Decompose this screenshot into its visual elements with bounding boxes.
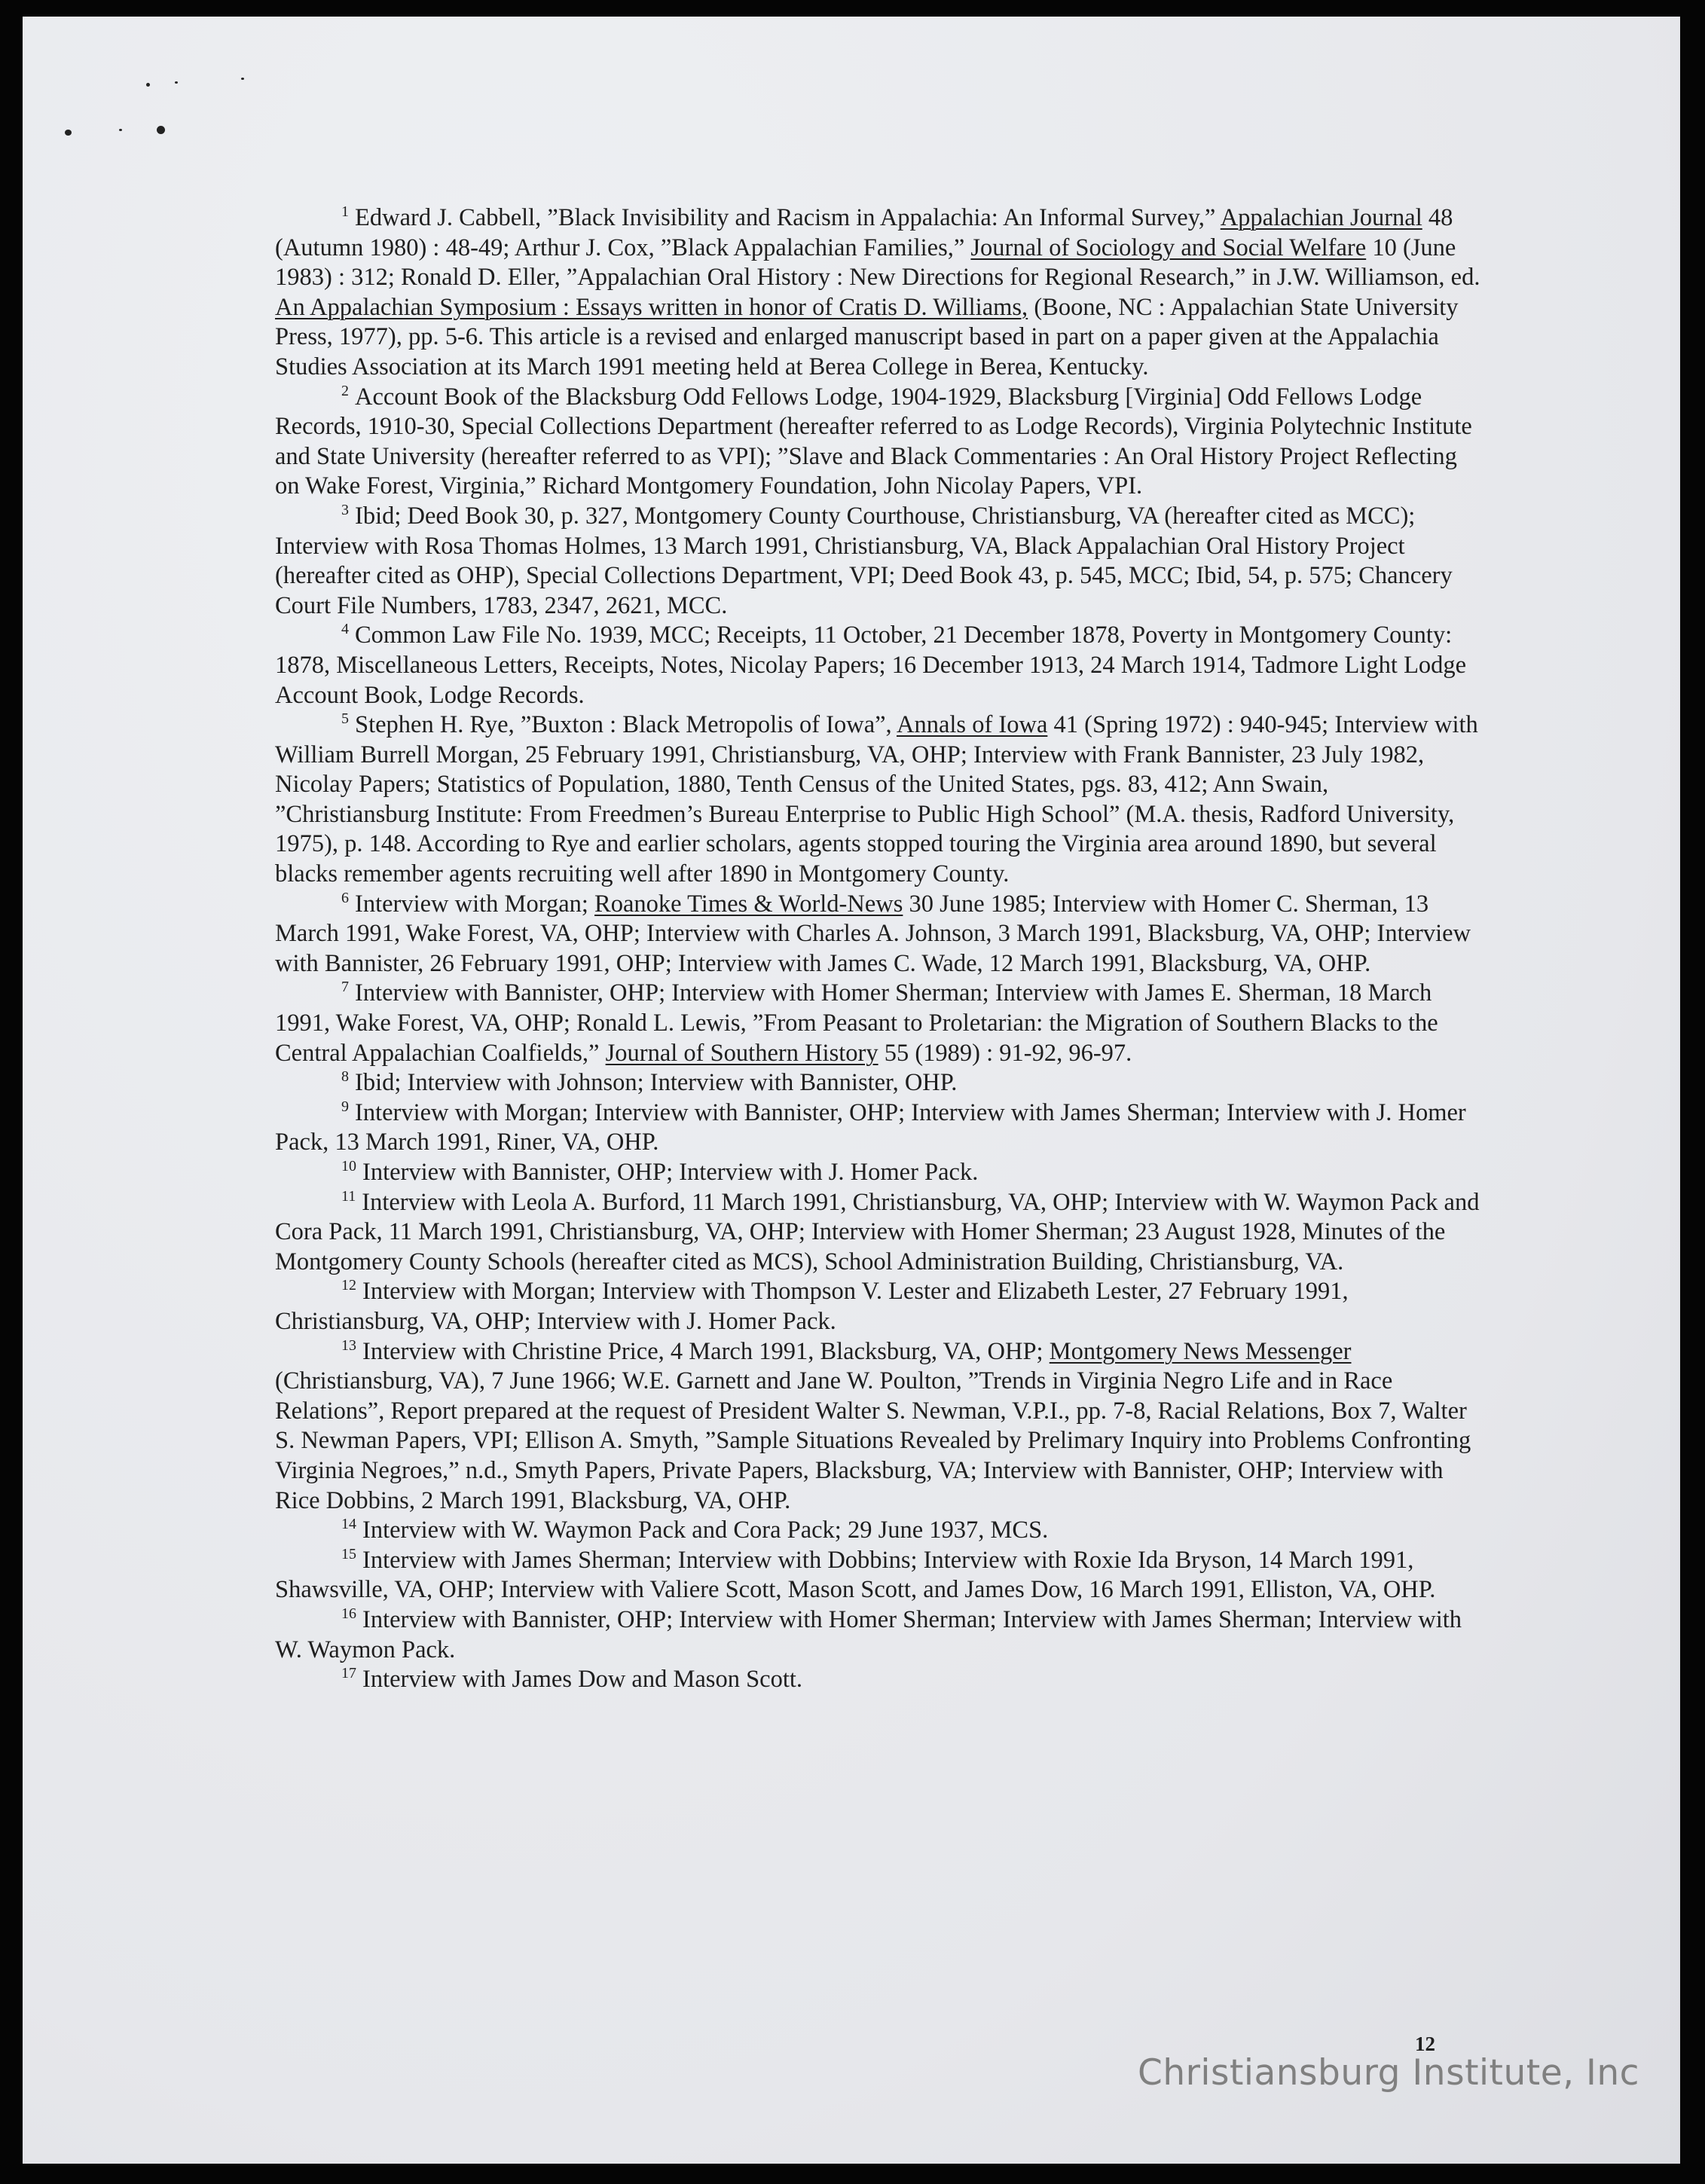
footnote <box>275 203 1480 383</box>
footnote-text: Stephen H. Rye, ”Buxton : Black Metropolis of Iowa”, <box>355 711 897 739</box>
footnote-number: 2 <box>341 382 349 399</box>
footnote <box>275 710 1480 890</box>
footnote <box>275 1098 1480 1158</box>
footnote <box>275 1337 1480 1517</box>
footnote-text: Interview with James Dow and Mason Scott. <box>362 1666 803 1694</box>
citation-title: Annals of Iowa <box>897 711 1048 739</box>
footnote-text: 55 (1989) : 91-92, 96-97. <box>878 1039 1132 1067</box>
footnote-text: Ibid; Deed Book 30, p. 327, Montgomery County Courthouse, Christiansburg, VA (hereafter cited as MCC); Interview with Rosa Thomas Holmes, 13 March 1991, Christiansburg, VA, Black Appalachian Oral History Project (hereafter cited as OHP), Special Collections Department, VPI; Deed Book 43, p. 545, MCC; Ibid, 54, p. 575; Chancery Court File Numbers, 1783, 2347, 2621, MCC. <box>275 502 1453 619</box>
page-number: 12 <box>1415 2033 1435 2055</box>
footnote-text: 48 (Autumn 1980) : 48-49; Arthur J. Cox, ”Black Appalachian Families,” <box>275 204 1453 261</box>
footnote-text: Interview with Morgan; <box>355 890 595 918</box>
footnote <box>275 1605 1480 1665</box>
footnote <box>275 1068 1480 1098</box>
footnote <box>275 1546 1480 1605</box>
footnote-text: 10 (June 1983) : 312; Ronald D. Eller, ”Appalachian Oral History : New Directions for Regional Research,” in J.W. Williamson, ed. <box>275 234 1480 292</box>
footnote-number: 7 <box>341 979 349 996</box>
footnote-text: Interview with Morgan; Interview with Bannister, OHP; Interview with James Sherman; Interview with J. Homer Pack, 13 March 1991, Riner, VA, OHP. <box>275 1098 1466 1156</box>
footnote <box>275 979 1480 1068</box>
footnote-text: 30 June 1985; Interview with Homer C. Sherman, 13 March 1991, Wake Forest, VA, OHP; Interview with Charles A. Johnson, 3 March 1991, Blacksburg, VA, OHP; Interview with Bannister, 26 February 1991, OHP; Interview with James C. Wade, 12 March 1991, Blacksburg, VA, OHP. <box>275 890 1471 977</box>
footnote-text: Interview with W. Waymon Pack and Cora Pack; 29 June 1937, MCS. <box>362 1517 1049 1544</box>
footnote <box>275 890 1480 979</box>
footnote-text: (Boone, NC : Appalachian State University Press, 1977), pp. 5-6. This article is a revised and enlarged manuscript based in part on a paper given at the Appalachia Studies Association at its March 1991 meeting held at Berea College in Berea, Kentucky. <box>275 293 1459 380</box>
footnote-text: Ibid; Interview with Johnson; Interview with Bannister, OHP. <box>355 1069 958 1097</box>
citation-title: Roanoke Times & World-News <box>594 890 903 918</box>
watermark-text: Christiansburg Institute, Inc <box>1138 2052 1639 2094</box>
footnote-number: 10 <box>341 1158 356 1174</box>
speck <box>241 78 244 80</box>
footnote <box>275 621 1480 710</box>
footnote-number: 14 <box>341 1516 356 1533</box>
citation-title: Montgomery News Messenger <box>1049 1337 1352 1365</box>
speck <box>119 129 122 131</box>
footnote <box>275 502 1480 621</box>
speck <box>65 130 72 136</box>
citation-title: Appalachian Journal <box>1220 204 1422 231</box>
document-page <box>23 17 1680 2164</box>
citation-title: Journal of Sociology and Social Welfare <box>970 234 1367 261</box>
footnote-number: 3 <box>341 501 349 518</box>
footnote <box>275 1277 1480 1336</box>
footnote-number: 5 <box>341 710 349 728</box>
footnotes-list <box>275 203 1480 1695</box>
citation-title: An Appalachian Symposium : Essays written in honor of Cratis D. Williams, <box>275 293 1028 321</box>
footnote-text: 41 (Spring 1972) : 940-945; Interview with William Burrell Morgan, 25 February 1991, Christiansburg, VA, OHP; Interview with Frank Bannister, 23 July 1982, Nicolay Papers; Statistics of Population, 1880, Tenth Census of the United States, pgs. 83, 412; Ann Swain, ”Christiansburg Institute: From Freedmen’s Bureau Enterprise to Public High School” (M.A. thesis, Radford University, 1975), p. 148. According to Rye and earlier scholars, agents stopped touring the Virginia area around 1890, but several blacks remember agents recruiting well after 1890 in Montgomery County. <box>275 711 1478 888</box>
footnote-text: Interview with Bannister, OHP; Interview with Homer Sherman; Interview with James E. Sherman, 18 March 1991, Wake Forest, VA, OHP; Ronald L. Lewis, ”From Peasant to Proletarian: the Migration of Southern Blacks to the Central Appalachian Coalfields,” <box>275 979 1438 1067</box>
footnote <box>275 383 1480 502</box>
footnote-number: 9 <box>341 1098 349 1115</box>
footnote-text: Common Law File No. 1939, MCC; Receipts, 11 October, 21 December 1878, Poverty in Montgomery County: 1878, Miscellaneous Letters, Receipts, Notes, Nicolay Papers; 16 December 1913, 24 March 1914, Tadmore Light Lodge Account Book, Lodge Records. <box>275 622 1467 709</box>
footnote-number: 16 <box>341 1605 356 1622</box>
footnote-text: Interview with James Sherman; Interview with Dobbins; Interview with Roxie Ida Bryson, 14 March 1991, Shawsville, VA, OHP; Interview with Valiere Scott, Mason Scott, and James Dow, 16 March 1991, Elliston, VA, OHP. <box>275 1546 1436 1604</box>
footnote-text: Interview with Christine Price, 4 March 1991, Blacksburg, VA, OHP; <box>362 1337 1050 1365</box>
speck <box>146 83 150 87</box>
footnote <box>275 1188 1480 1278</box>
footnote-number: 11 <box>341 1187 356 1205</box>
footnote <box>275 1665 1480 1695</box>
footnote <box>275 1516 1480 1546</box>
footnote-number: 6 <box>341 889 349 906</box>
speck <box>175 81 178 84</box>
footnote-text: Interview with Bannister, OHP; Interview with J. Homer Pack. <box>362 1159 979 1186</box>
footnote-number: 8 <box>341 1068 349 1086</box>
footnote-text: Interview with Bannister, OHP; Interview with Homer Sherman; Interview with James Sherman; Interview with W. Waymon Pack. <box>275 1605 1462 1663</box>
speck <box>157 126 165 134</box>
footnote-text: Account Book of the Blacksburg Odd Fellows Lodge, 1904-1929, Blacksburg [Virginia] Odd Fellows Lodge Records, 1910-30, Special Collections Department (hereafter referred to as Lodge Records), Virginia Polytechnic Institute and State University (hereafter referred to as VPI); ”Slave and Black Commentaries : An Oral History Project Reflecting on Wake Forest, Virginia,” Richard Montgomery Foundation, John Nicolay Papers, VPI. <box>275 383 1472 500</box>
footnote-number: 13 <box>341 1336 356 1354</box>
citation-title: Journal of Southern History <box>605 1039 878 1067</box>
footnote-text: Interview with Leola A. Burford, 11 March 1991, Christiansburg, VA, OHP; Interview with W. Waymon Pack and Cora Pack, 11 March 1991, Christiansburg, VA, OHP; Interview with Homer Sherman; 23 August 1928, Minutes of the Montgomery County Schools (hereafter cited as MCS), School Administration Building, Christiansburg, VA. <box>275 1188 1480 1275</box>
footnote-number: 1 <box>341 203 349 220</box>
footnote-number: 12 <box>341 1277 356 1294</box>
footnote-text: Edward J. Cabbell, ”Black Invisibility and Racism in Appalachia: An Informal Survey,” <box>355 204 1221 231</box>
footnote-text: (Christiansburg, VA), 7 June 1966; W.E. Garnett and Jane W. Poulton, ”Trends in Virginia Negro Life and in Race Relations”, Report prepared at the request of President Walter S. Newman, V.P.I., pp. 7-8, Racial Relations, Box 7, Walter S. Newman Papers, VPI; Ellison A. Smyth, ”Sample Situations Revealed by Prelimary Inquiry into Problems Confronting Virginia Negroes,” n.d., Smyth Papers, Private Papers, Blacksburg, VA; Interview with Bannister, OHP; Interview with Rice Dobbins, 2 March 1991, Blacksburg, VA, OHP. <box>275 1367 1471 1514</box>
footnote-number: 17 <box>341 1665 356 1682</box>
footnote-number: 15 <box>341 1545 356 1562</box>
footnote <box>275 1158 1480 1188</box>
footnote-text: Interview with Morgan; Interview with Thompson V. Lester and Elizabeth Lester, 27 February 1991, Christiansburg, VA, OHP; Interview with J. Homer Pack. <box>275 1278 1349 1335</box>
footnote-number: 4 <box>341 621 349 638</box>
